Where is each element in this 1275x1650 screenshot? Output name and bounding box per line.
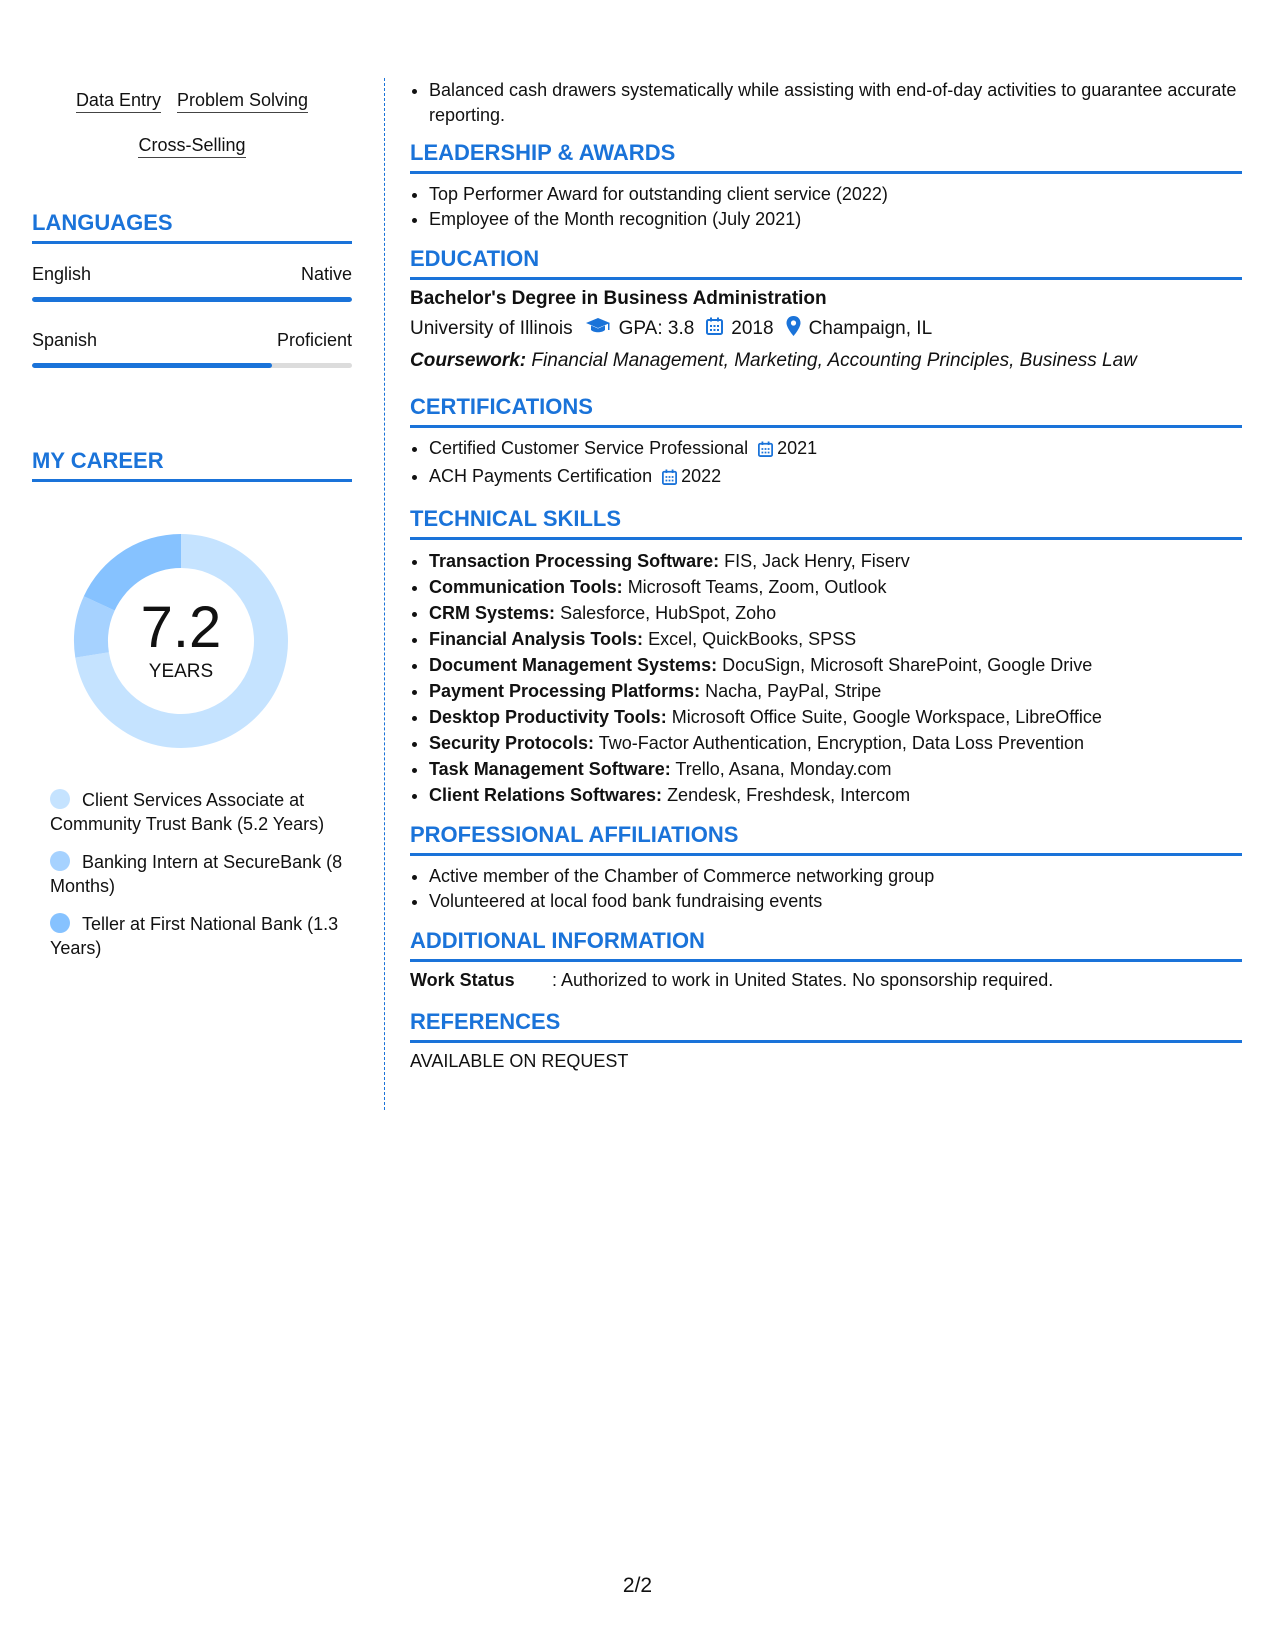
skill-value: Microsoft Office Suite, Google Workspace, LibreOffice xyxy=(671,707,1102,727)
technical-skills-list xyxy=(410,548,1242,808)
certification-item xyxy=(429,436,1242,464)
leadership-title: LEADERSHIP & AWARDS xyxy=(410,140,1242,174)
career-legend-text: Banking Intern at SecureBank (8 Months) xyxy=(50,852,343,896)
calendar-icon xyxy=(706,317,723,341)
language-name: English xyxy=(32,264,92,284)
references-text: AVAILABLE ON REQUEST xyxy=(410,1051,629,1071)
column-divider xyxy=(384,78,385,1110)
education-meta xyxy=(410,316,1242,342)
skill-label: Desktop Productivity Tools: xyxy=(429,707,667,727)
language-level: Native xyxy=(300,264,352,284)
technical-skill-item xyxy=(429,782,1242,808)
technical-skill-item xyxy=(429,730,1242,756)
skill-value: Microsoft Teams, Zoom, Outlook xyxy=(627,577,887,597)
certification-name: ACH Payments Certification xyxy=(429,466,653,486)
left-column xyxy=(32,78,352,974)
skill-label: CRM Systems: xyxy=(429,603,556,623)
language-item xyxy=(32,264,352,302)
skill-value: Salesforce, HubSpot, Zoho xyxy=(560,603,777,623)
skill-label: Communication Tools: xyxy=(429,577,623,597)
language-name: Spanish xyxy=(32,330,98,350)
skill-label: Document Management Systems: xyxy=(429,655,718,675)
education-school: University of Illinois xyxy=(410,318,573,339)
technical-skill-item xyxy=(429,600,1242,626)
experience-bullets xyxy=(410,78,1242,128)
skill-label: Task Management Software: xyxy=(429,759,671,779)
education-degree: Bachelor's Degree in Business Administration xyxy=(410,288,827,309)
certification-year: 2021 xyxy=(777,438,818,458)
technical-skill-item xyxy=(429,756,1242,782)
career-legend xyxy=(32,788,352,960)
affiliation-item: • Active member of the Chamber of Commerce networking group xyxy=(429,864,1242,889)
technical-skill-item xyxy=(429,652,1242,678)
languages-title: LANGUAGES xyxy=(32,210,352,244)
language-bar-fill xyxy=(32,297,352,302)
education-year: 2018 xyxy=(731,318,774,339)
coursework-text: Financial Management, Marketing, Accounting Principles, Business Law xyxy=(531,350,1137,371)
technical-skills-title: TECHNICAL SKILLS xyxy=(410,506,1242,540)
skill-value: Two-Factor Authentication, Encryption, Data Loss Prevention xyxy=(598,733,1084,753)
language-bar xyxy=(32,363,352,368)
legend-dot xyxy=(50,789,70,809)
certifications-title: CERTIFICATIONS xyxy=(410,394,1242,428)
right-column xyxy=(410,78,1242,1072)
skill-tag: Problem Solving xyxy=(177,89,308,113)
leadership-item: • Top Performer Award for outstanding client service (2022) xyxy=(429,182,1242,207)
skill-label: Financial Analysis Tools: xyxy=(429,629,644,649)
language-bar xyxy=(32,297,352,302)
skill-value: Zendesk, Freshdesk, Intercom xyxy=(667,785,911,805)
calendar-icon xyxy=(758,439,773,464)
map-pin-icon xyxy=(786,316,801,342)
work-status-value: : Authorized to work in United States. No sponsorship required. xyxy=(552,970,1054,990)
leadership-list xyxy=(410,182,1242,232)
affiliation-item: • Volunteered at local food bank fundraising events xyxy=(429,889,1242,914)
technical-skill-item xyxy=(429,548,1242,574)
skills-tags xyxy=(32,78,352,168)
education-location: Champaign, IL xyxy=(808,318,933,339)
career-donut xyxy=(66,526,296,756)
career-legend-text: Teller at First National Bank (1.3 Years) xyxy=(50,914,339,958)
skill-tag: Data Entry xyxy=(76,89,161,113)
education-gpa: GPA: 3.8 xyxy=(618,318,695,339)
skill-label: Transaction Processing Software: xyxy=(429,551,720,571)
certifications-list xyxy=(410,436,1242,492)
education-coursework xyxy=(410,350,1242,372)
skill-value: Excel, QuickBooks, SPSS xyxy=(648,629,857,649)
skill-label: Security Protocols: xyxy=(429,733,595,753)
technical-skill-item xyxy=(429,574,1242,600)
technical-skill-item xyxy=(429,704,1242,730)
language-level: Proficient xyxy=(276,330,352,350)
graduation-cap-icon xyxy=(585,317,611,341)
technical-skill-item xyxy=(429,678,1242,704)
work-status-label: Work Status xyxy=(410,970,515,990)
skill-value: Trello, Asana, Monday.com xyxy=(675,759,892,779)
legend-dot xyxy=(50,851,70,871)
career-title: MY CAREER xyxy=(32,448,352,482)
career-legend-text: Client Services Associate at Community Trust Bank (5.2 Years) xyxy=(50,790,325,834)
experience-bullet: • Balanced cash drawers systematically while assisting with end-of-day activities to guarantee accurate reporting. xyxy=(429,78,1242,128)
references-title: REFERENCES xyxy=(410,1009,1242,1043)
skill-value: Nacha, PayPal, Stripe xyxy=(705,681,882,701)
career-legend-item xyxy=(50,788,352,836)
skill-label: Client Relations Softwares: xyxy=(429,785,663,805)
career-legend-item xyxy=(50,850,352,898)
affiliations-title: PROFESSIONAL AFFILIATIONS xyxy=(410,822,1242,856)
career-legend-item xyxy=(50,912,352,960)
certification-name: Certified Customer Service Professional xyxy=(429,438,749,458)
skill-value: FIS, Jack Henry, Fiserv xyxy=(724,551,910,571)
coursework-label: Coursework: xyxy=(410,350,527,371)
additional-info-title: ADDITIONAL INFORMATION xyxy=(410,928,1242,962)
language-item xyxy=(32,330,352,368)
certification-year: 2022 xyxy=(681,466,722,486)
skill-tag: Cross-Selling xyxy=(138,134,245,158)
work-status-row xyxy=(410,970,1242,991)
page-number: 2/2 xyxy=(622,1574,653,1597)
career-total-unit: YEARS xyxy=(148,661,214,682)
language-bar-fill xyxy=(32,363,272,368)
career-total-years: 7.2 xyxy=(140,595,222,660)
technical-skill-item xyxy=(429,626,1242,652)
affiliations-list xyxy=(410,864,1242,914)
skill-label: Payment Processing Platforms: xyxy=(429,681,701,701)
leadership-item: • Employee of the Month recognition (July 2021) xyxy=(429,207,1242,232)
legend-dot xyxy=(50,913,70,933)
certification-item xyxy=(429,464,1242,492)
calendar-icon xyxy=(662,467,677,492)
education-title: EDUCATION xyxy=(410,246,1242,280)
skill-value: DocuSign, Microsoft SharePoint, Google Drive xyxy=(722,655,1093,675)
